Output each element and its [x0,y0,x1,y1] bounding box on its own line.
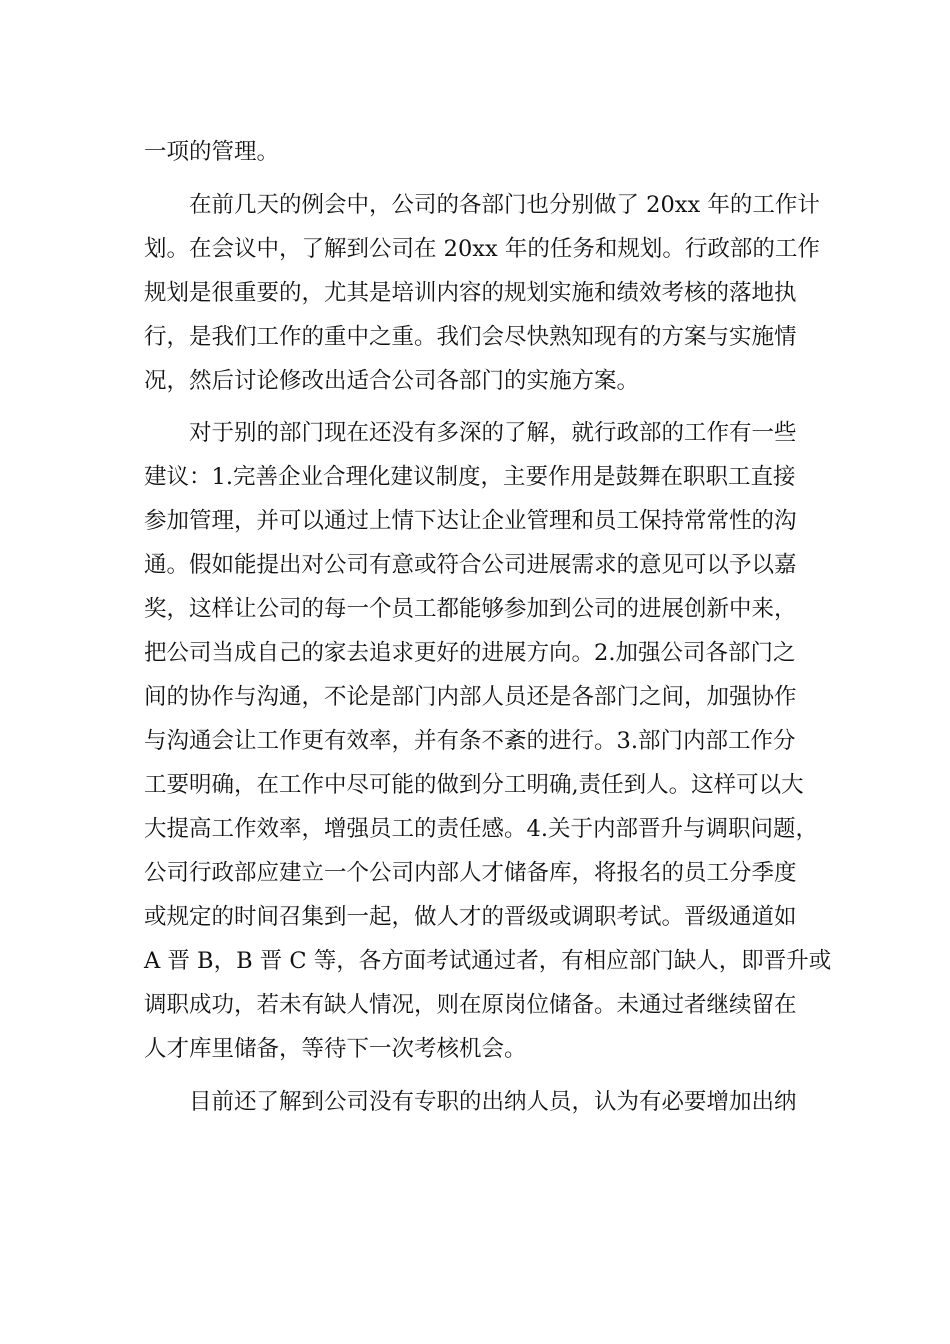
text-line: 奖，这样让公司的每一个员工都能够参加到公司的进展创新中来， [144,596,797,622]
text-line: 规划是很重要的，尤其是培训内容的规划实施和绩效考核的落地执 [144,279,797,306]
paragraph [144,183,824,403]
text-line: 对于别的部门现在还没有多深的了解，就行政部的工作有一些 [189,420,797,446]
paragraph [144,1080,824,1124]
text-line: 划。在会议中，了解到公司在 20xx 年的任务和规划。行政部的工作 [144,235,820,262]
text-line: 一项的管理。 [144,139,280,165]
text-line: 目前还了解到公司没有专职的出纳人员，认为有必要增加出纳 [189,1088,797,1115]
text-line: 公司行政部应建立一个公司内部人才储备库，将报名的员工分季度 [144,860,797,886]
text-line: 工要明确，在工作中尽可能的做到分工明确,责任到人。这样可以大 [144,772,804,798]
text-line: 人才库里储备，等待下一次考核机会。 [144,1036,527,1062]
text-line: 大提高工作效率，增强员工的责任感。4.关于内部晋升与调职问题， [144,816,818,842]
paragraph [144,130,824,174]
text-line: 建议：1.完善企业合理化建议制度，主要作用是鼓舞在职职工直接 [144,464,796,490]
text-line: 调职成功，若未有缺人情况，则在原岗位储备。未通过者继续留在 [144,992,797,1018]
text-line: 况，然后讨论修改出适合公司各部门的实施方案。 [144,367,640,394]
text-line: 通。假如能提出对公司有意或符合公司进展需求的意见可以予以嘉 [144,552,797,578]
text-line: 或规定的时间召集到一起，做人才的晋级或调职考试。晋级通道如 [144,904,797,930]
text-line: 间的协作与沟通，不论是部门内部人员还是各部门之间，加强协作 [144,684,797,710]
text-line: 把公司当成自己的家去追求更好的进展方向。2.加强公司各部门之 [144,640,796,666]
text-line: 与沟通会让工作更有效率，并有条不紊的进行。3.部门内部工作分 [144,728,796,754]
text-line: A 晋 B，B 晋 C 等，各方面考试通过者，有相应部门缺人，即晋升或 [144,948,832,974]
paragraph [144,411,832,1071]
text-line: 在前几天的例会中，公司的各部门也分别做了 20xx 年的工作计 [189,191,820,218]
text-line: 参加管理，并可以通过上情下达让企业管理和员工保持常常性的沟 [144,508,797,534]
text-line: 行，是我们工作的重中之重。我们会尽快熟知现有的方案与实施情 [144,323,797,350]
document-body [144,130,832,1124]
